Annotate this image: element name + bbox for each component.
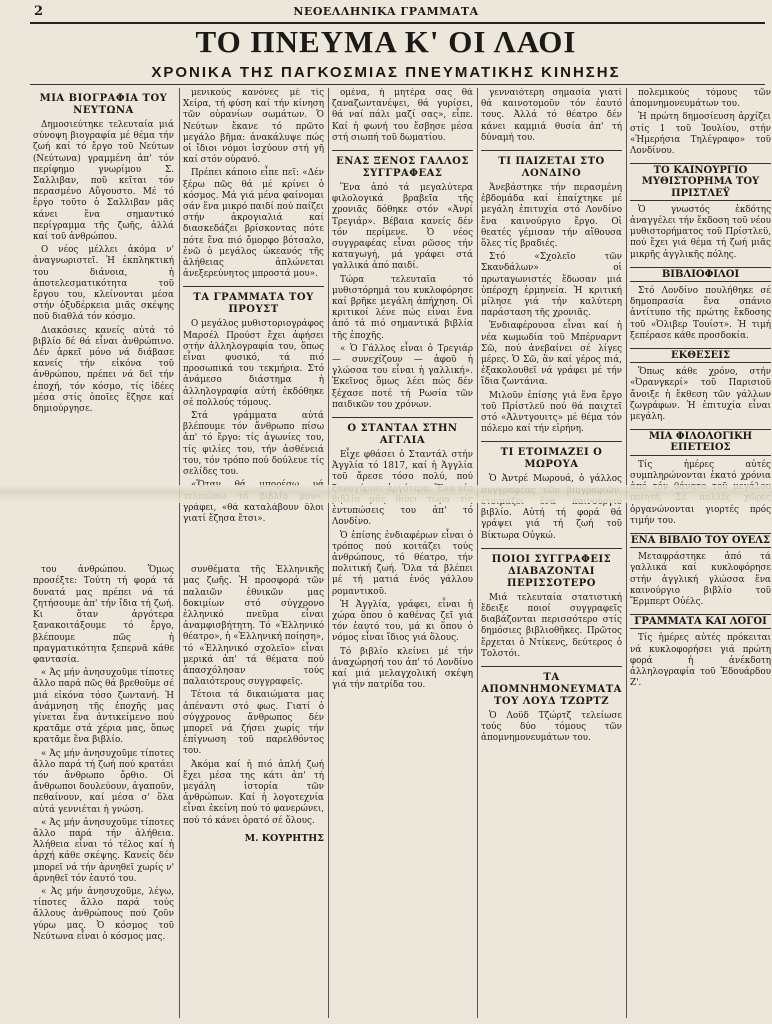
article-paragraph: γενναιότερη σημασία γιατί θά καινοτομοῦν τόν ἑαυτό τους. Ἀλλά τό θέατρο δέν κάνει καμμιά θυσία ἀπ' τή δύναμή του. [481,88,622,143]
section-rule [332,417,473,418]
article-paragraph: συνθέματα τῆς Ἑλληνικῆς μας ζωῆς. Ἡ προσφορά τῶν παλαιῶν ἐθνικῶν μας δοκιμίων στό σύγχρονο ἑλληνικό πνεῦμα εἶναι ἀναμφισβήτητη. Τό «Ἑλληνικό θέατρο», ἡ «Ἑλληνική ποίηση», τό «Ἑλληνικό σχολεῖο» εἶναι μερικά ἀπ' τά θέματα πού ἀπασχόλησαν τούς παλαιότερους συγγραφεῖς. [183,565,324,688]
article-paragraph: Διακόσιες κανείς αὐτά τό βιβλίο δέ θά εἶναι ἀνθρώπινο. Δέν ἀρκεῖ μόνο νά διάβασε κανείς τήν εἰκόνα τοῦ ἀνθρώπου, πρέπει νά δεῖ τήν ἐποχή, τόν κόσμο, τίς ἰδέες μέσα στίς ὁποῖες ἔζησε καί δημιούργησε. [33,325,174,415]
article-paragraph: Εἶχε φθάσει ὁ Σταντάλ στήν Ἀγγλία τό 1817, καί ἡ Ἀγγλία τοῦ ἄρεσε τόσο πολύ, πού ἐντυπώσεις του ἀπ' τό Λονδίνο. [332,450,473,528]
article-paragraph: « Ὁ Γάλλος εἶναι ὁ Τρεγιάρ — συνεχίζουν — ἀφοῦ ἡ γλώσσα του εἶναι ἡ γαλλική». Ἐκεῖνος ὅμως λέει πώς δέν ξέχασε ποτέ τή Ρωσία τῶν παιδικῶν του χρόνων. [332,343,473,410]
article-paragraph: Στό «Σχολεῖο τῶν Σκανδάλων» οἱ πρωταγωνιστές ἔδωσαν μιά ὑπέροχη ἑρμηνεία. Ἡ κριτική μίλησε γιά τήν καλύτερη παράσταση τῆς χρονιᾶς. [481,252,622,319]
article-heading: ΤΙ ΠΑΙΖΕΤΑΙ ΣΤΟ ΛΟΝΔΙΝΟ [498,156,605,180]
article-paragraph: Ο νέος μέλλει ἀκόμα ν' ἀναγνωριστεῖ. Ἡ ἐκπληκτική του διάνοια, ἡ ἀποτελεσματικότητα τοῦ ἔργου του, κλείνονται μέσα στήν ὀξυδέρκεια μιᾶς σκέψης ποῦ διαθλά τόν κόσμο. [33,245,174,323]
article-paragraph: του ἀνθρώπου. Ὅμως προσέξτε: Τούτη τή φορά τά δυνατά μας πρέπει νά τά ζητήσουμε ἀπ' τήν ἴδια τή ζωή. Κι ὅταν ἀργότερα ξανακοιτάξουμε τό ἔργο, βλέπουμε πῶς ἡ πραγματικότητα ξεπερνᾶ κάθε φαντασία. [33,565,174,665]
page-subtitle: ΧΡΟΝΙΚΑ ΤΗΣ ΠΑΓΚΟΣΜΙΑΣ ΠΝΕΥΜΑΤΙΚΗΣ ΚΙΝΗΣΗΣ [151,64,621,81]
article-heading: ΒΙΒΛΙΟΦΙΛΟΙ [630,267,771,282]
article-paragraph: μενικούς κανόνες μέ τίς Χείρα, τή φύση καί τήν κίνηση τῶν οὐρανίων σωμάτων. Ὁ Νεύτων ἔκανε τό πρῶτο μεγάλο βῆμα: ἀνακάλυψε πώς οἱ ἴδιοι νόμοι ἰσχύουν στή γῆ καί στόν οὐρανό. [183,88,324,166]
article-heading: ΕΝΑΣ ΞΕΝΟΣ ΓΑΛΛΟΣ ΣΥΓΓΡΑΦΕΑΣ [336,156,469,180]
article-paragraph: Τώρα τελευταῖα τό μυθιστόρημά του κυκλοφόρησε καί βρῆκε μεγάλη ἀπήχηση. Οἱ κριτικοί λένε πώς εἶναι ἕνα ἀπό τά πιό σημαντικά βιβλία τῆς ἐποχῆς. [332,274,473,341]
column-divider [179,88,180,1018]
article-paragraph: Ὁ Ἀντρέ Μωρουά, ὁ γάλλος βιβλίο. Αὐτή τή φορά θά γράψει γιά τή ζωή τοῦ Βίκτωρα Οὐγκώ. [481,474,622,541]
column-divider [477,88,478,1018]
section-rule [183,286,324,287]
section-rule [481,441,622,442]
article-paragraph: γράφει, «θά καταλάβουν ὅλοι γιατί ἔζησα ἔτσι». [183,502,324,524]
section-rule [481,150,622,151]
article-paragraph: Πρέπει κάποιο εἶπε πεῖ: «Δέν ξέρω πῶς θά μέ κρίνει ὁ κόσμος. Μά γιά μένα φαίνομαι σάν ἕνα μικρό παιδί πού παίζει στήν ἀκρογιαλιά καί διασκεδάζει βρίσκοντας πότε πότε ἕνα πιό ὄμορφο βότσαλο, ἐνῶ ὁ μεγάλος ὠκεανός τῆς ἀλήθειας ἁπλώνεται ἀνεξερεύνητος μπροστά μου». [183,168,324,280]
article-heading: ΕΚΘΕΣΕΙΣ [630,348,771,363]
column-divider [328,88,329,1018]
article-paragraph: Τό βιβλίο κλείνει μέ τήν ἀναχώρησή του ἀπ' τό Λονδίνο καί μιά μελαγχολική σκέψη γιά τήν πατρίδα του. [332,646,473,691]
article-paragraph: Στό Λονδίνο πουλήθηκε σέ δημοπρασία ἕνα σπάνιο ἀντίτυπο τῆς πρώτης ἔκδοσης τοῦ «Ὀλιβερ Τουίστ». Ἡ τιμή ξεπέρασε κάθε προσδοκία. [630,286,771,341]
title-rule [30,84,765,85]
article-heading: ΠΟΙΟΙ ΣΥΓΓΡΑΦΕΙΣ ΔΙΑΒΑΖΟΝΤΑΙ ΠΕΡΙΣΣΟΤΕΡΟ [491,553,612,589]
column-1 [33,88,174,1014]
article-paragraph: Μιλοῦν ἐπίσης γιά ἕνα ἔργο τοῦ Πρίστλεϋ πού θά παιχτεῖ στό «Ἀλντγουιτς» μέ θέμα τόν πόλεμο καί τήν εἰρήνη. [481,390,622,435]
section-rule [332,150,473,151]
article-heading: ΜΙΑ ΒΙΟΓΡΑΦΙΑ ΤΟΥ ΝΕΥΤΩΝΑ [39,93,168,116]
article-paragraph: « Ἀς μήν ἀνησυχοῦμε τίποτες ἄλλο παρά τήν ἀλήθεια. Ἀλήθεια εἶναι τό τέλος καί ἡ ἀρχή κάθε σκέψης. Κανείς δέν μπορεῖ νά τήν ἀρνηθεῖ χωρίς ν' ἀρνηθεῖ τόν ἑαυτό του. [33,817,174,884]
article-paragraph: Ἡ πρώτη δημοσίευση ἀρχίζει στίς 1 τοῦ Ἰουλίου, στήν «Ἡμερήσια Τηλέγραφο» τοῦ Λονδίνου. [630,112,771,157]
article-heading: ΜΙΑ ΦΙΛΟΛΟΓΙΚΗ ΕΠΕΤΕΙΟΣ [630,429,771,455]
article-paragraph: « Ἀς μήν ἀνησυχοῦμε τίποτες ἄλλο παρά τή ζωή πού κρατάει τόν ἄνθρωπο ὄρθιο. Οἱ ἄνθρωποι δουλεύουν, ἀγαποῦν, πεθαίνουν, καί μέσα σ' ὅλα αὐτά γεννιέται ἡ γνώση. [33,748,174,815]
article-paragraph: Τίς ἡμέρες αὐτές πρόκειται νά κυκλοφορήσει γιά πρώτη φορά ἡ ἀνέκδοτη ἀλληλογραφία τοῦ Ἐδουάρδου Ζ'. [630,633,771,689]
article-heading: ΤΑ ΑΠΟΜΝΗΜΟΝΕΥΜΑΤΑ ΤΟΥ ΛΟΥΔ ΤΖΩΡΤΖ [481,671,622,707]
article-paragraph: Ἀκόμα καί ἡ πιό ἁπλή ζωή ἔχει μέσα της κάτι ἀπ' τή μεγάλη ἱστορία τῶν ἀνθρώπων. Καί ἡ λογοτεχνία εἶναι ἐκείνη πού τό φανερώνει, πού τό κάνει ὁρατό σέ ὅλους. [183,759,324,826]
article-paragraph: Μιά τελευταία στατιστική ἔδειξε ποιοί συγγραφεῖς διαβάζονται περισσότερο στίς δημόσιες βιβλιοθῆκες. Πρῶτος ἔρχεται ὁ Ντίκενς, δεύτερος ὁ Τολστόι. [481,592,622,659]
page-title: ΤΟ ΠΝΕΥΜΑ Κ' ΟΙ ΛΑΟΙ [195,24,577,59]
section-rule [481,666,622,667]
article-paragraph: Τέτοια τά δικαιώματα μας ἀπέναντι στό φως. Γιατί ὁ σύγχρονος ἄνθρωπος δέν μπορεῖ νά ζήσει χωρίς τήν ἐπίγνωση τοῦ παρελθόντος του. [183,690,324,757]
section-rule [481,548,622,549]
article-heading: ΕΝΑ ΒΙΒΛΙΟ ΤΟΥ ΟΥΕΛΣ [630,533,771,548]
column-5 [630,88,771,1014]
article-paragraph: Ὅπως κάθε χρόνο, στήν «Ὀρανγκερί» τοῦ Παρισιοῦ ἄνοιξε ἡ ἔκθεση τῶν γάλλων ζωγράφων. Ἡ ἐπιτυχία εἶναι μεγάλη. [630,367,771,423]
article-paragraph: Ὁ ἐπίσης ἐνδιαφέρων εἶναι ὁ τρόπος πού κοιτάζει τούς ἀνθρώπους, τό θέατρο, τήν πολιτική ζωή. Ὅλα τά βλέπει μέ τή ματιά ἑνός γάλλου ρομαντικοῦ. [332,530,473,597]
article-heading: ΓΡΑΜΜΑΤΑ ΚΑΙ ΛΟΓΟΙ [630,614,771,629]
column-3 [332,88,473,1014]
article-heading: ΤΑ ΓΡΑΜΜΑΤΑ ΤΟΥ ΠΡΟΥΣΤ [193,292,314,316]
article-paragraph: Ὁ Λοϋδ Τζώρτζ τελείωσε τούς δύο τόμους τῶν ἀπομνημονευμάτων του. [481,710,622,744]
column-divider [626,88,627,1018]
article-paragraph: Τίς ἡμέρες αὐτές συμπληρώνονται ἑκατό χρόνια ὀργανώνονται γιορτές πρός τιμήν του. [630,459,771,526]
article-paragraph: « Ἀς μήν ἀνησυχοῦμε, λέγω, τίποτες ἄλλο παρά τούς ἄλλους ἀνθρώπους πού ζοῦν γύρω μας. Ὁ κόσμος τοῦ Νεύτωνα εἶναι ὁ κόσμος μας. [33,886,174,942]
column-4 [481,88,622,1014]
article-paragraph: ομένα, ἡ μητέρα σας θά ζαναζωντανέψει, θά γυρίσει, θά ναί πάλι μαζί σας», εἶπε. Καί ἡ φωνή του ἔσβησε μέσα στή σιωπή τοῦ δωματίου. [332,88,473,143]
article-heading: ΤΟ ΚΑΙΝΟΥΡΓΙΟ ΜΥΘΙΣΤΟΡΗΜΑ ΤΟΥ ΠΡΙΣΤΛΕΫ [630,163,771,201]
article-paragraph: Δημοσιεύτηκε τελευταία μιά σύνοψη βιογραφία μέ θέμα τήν ζωή καί τό ἔργο τοῦ Νεύτων (Νεύτωνα) γραμμένη ἀπ' τόν περίφημο γνωρίμου Σ. Σαλλιβαν, ποῦ κεῖται τόν περασμένο Αὔγουστο. Μέ τό ἔργο τοῦτο ὁ Σαλλιβαν μᾶς κάνει ἕνα σημαντικό περίγραμμα τῆς ζωῆς, ἀλλά καί τοῦ ἀνθρώπου. [33,120,174,243]
article-paragraph: Ὁ γνωστός ἐκδότης ἀναγγέλει τήν ἔκδοση τοῦ νέου μυθιστορήματος τοῦ Πρίστλεϋ, πού ἔχει γιά θέμα τή ζωή μιᾶς μικρῆς ἀγγλικῆς πόλης. [630,204,771,260]
column-2 [183,88,324,1014]
page-number: 2 [34,4,44,19]
masthead: ΝΕΟΕΛΛΗΝΙΚΑ ΓΡΑΜΜΑΤΑ [293,5,479,18]
article-paragraph: Μεταφράστηκε ἀπό τά γαλλικά καί κυκλοφόρησε στήν ἀγγλική γλώσσα ἕνα καινούργιο βιβλίο τοῦ Ἔρμπερτ Οὐέλς. [630,552,771,607]
article-paragraph: Ἐνδιαφέρουσα εἶναι καί ἡ νέα κωμωδία τοῦ Μπέρναρντ Σῶ, πού ἀνεβαίνει σέ λίγες μέρες. Ὁ Σῶ, ἂν καί γέρος πιά, ἐξακολουθεῖ νά γράφει μέ τήν ἴδια ζωντάνια. [481,321,622,388]
article-paragraph: Ἡ Ἀγγλία, γράφει, εἶναι ἡ χώρα ὅπου ὁ καθένας ζεῖ γιά τόν ἑαυτό του, μά κι ὅπου ὁ νόμος εἶναι ἴδιος γιά ὅλους. [332,599,473,644]
paper-fold-crease [0,485,772,503]
article-heading: ΤΙ ΕΤΟΙΜΑΖΕΙ Ο ΜΩΡΟΥΑ [500,447,603,471]
article-paragraph: Ἕνα ἀπό τά μεγαλύτερα φιλολογικά βραβεῖα τῆς χρονιᾶς δόθηκε στόν «Ἀνρί Τρεγιάρ». Βέβαια κανείς δέν τόν περίμενε. Ὁ νέος συγγραφέας εἶναι ρῶσος τήν καταγωγή, μά γράφει στά γαλλικά ἀπό παιδί. [332,183,473,272]
article-paragraph: Ἀνεβάστηκε τήν περασμένη ἑβδομάδα καί ἐπαίχτηκε μέ μεγάλη ἐπιτυχία στό Λονδίνο ἕνα καινούργιο ἔργο. Οἱ θεατές γέμισαν τήν αἴθουσα ὅλες τίς βραδιές. [481,183,622,250]
article-paragraph: Στά γράμματα αὐτά βλέπουμε τόν ἄνθρωπο πίσω ἀπ' τό ἔργο: τίς ἀγωνίες του, τίς φιλίες του, τήν ἀσθένειά του, τόν τρόπο πού δούλευε τίς σελίδες του. [183,411,324,478]
article-paragraph: πολεμικούς τόμους τῶν ἀπομνημονευμάτων του. [630,88,771,110]
article-paragraph: « Ἀς μήν ἀνησυχοῦμε τίποτες ἄλλο παρά πῶς θά βρεθοῦμε σέ μιά εἰκόνα τόσο ζωντανή. Ἡ ἀνάμνηση τῆς ἐποχῆς μας γίνεται ἕνα ἀντικείμενο πού κρατᾶμε στά χέρια μας, ὅπως κρατᾶμε ἕνα βιβλίο. [33,668,174,746]
article-heading: Ο ΣΤΑΝΤΑΛ ΣΤΗΝ ΑΓΓΛΙΑ [347,423,458,447]
author-signature: Μ. ΚΟΥΡΗΤΗΣ [244,832,324,844]
article-paragraph: Ο μεγάλος μυθιστοριογράφος Μαρσέλ Προύστ ἔχει ἀφήσει στήν ἀλληλογραφία του, ὅπως εἶναι φυσικό, τά πιό προσωπικά του τεκμήρια. Στό ἀνάμεσο διάστημα ἡ ἀλληλογραφία αὐτή ἐκδόθηκε σέ πολλούς τόμους. [183,319,324,408]
